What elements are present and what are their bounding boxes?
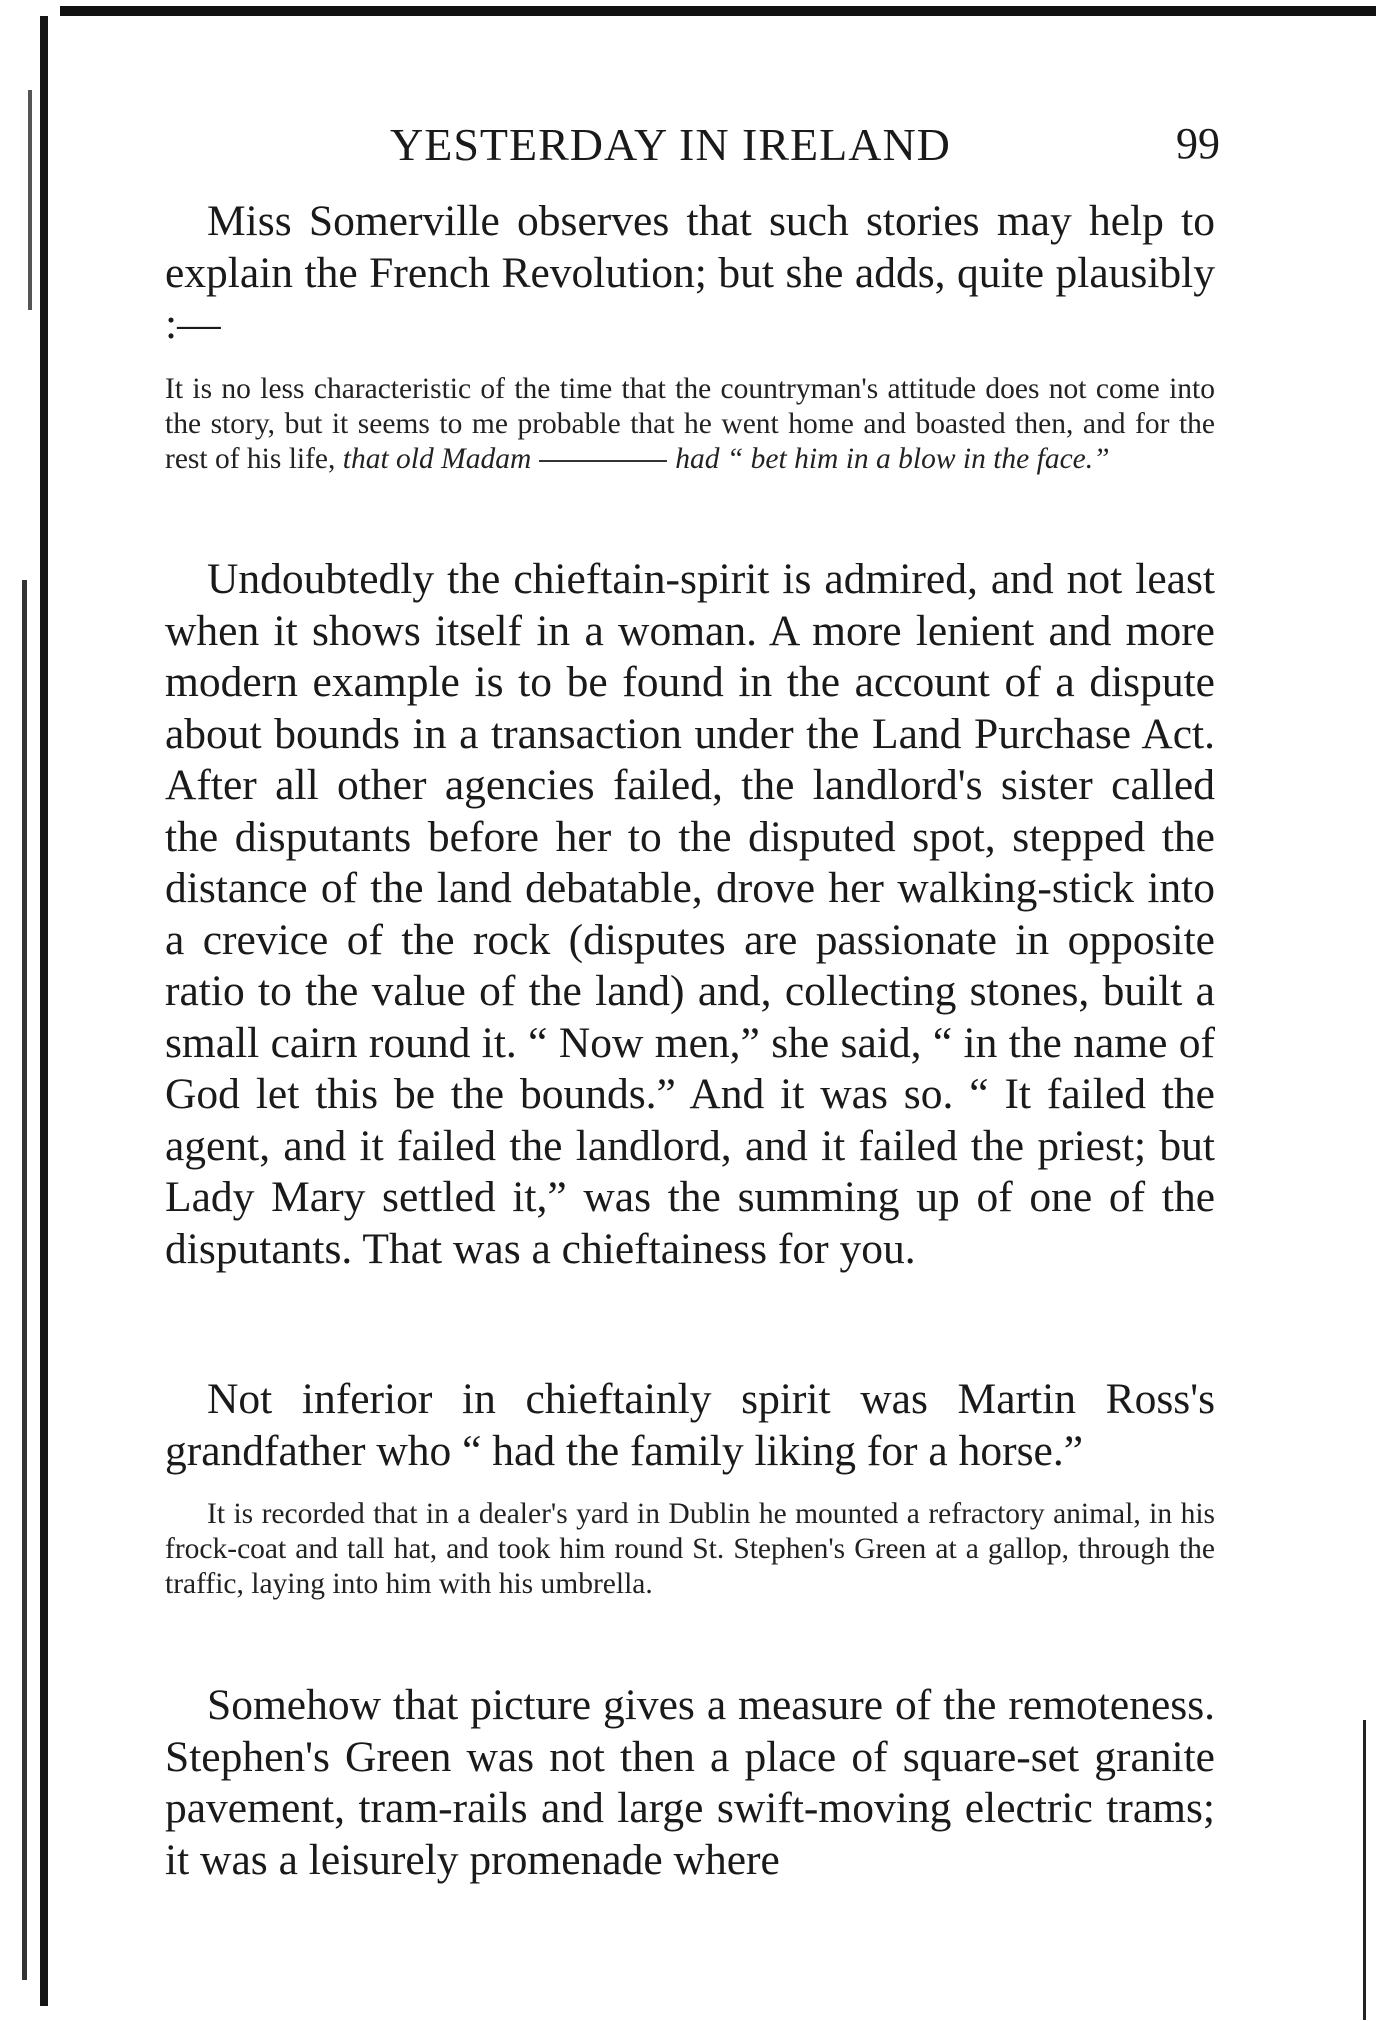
quote-text <box>165 372 1215 477</box>
scan-binding-edge <box>40 16 48 2006</box>
scan-binding-shadow <box>28 90 32 310</box>
block-quote-1 <box>165 372 1215 477</box>
paragraph-text: Undoubtedly the chieftain-spirit is admired, and not least when it shows itself in a woman. A more lenient and more modern example is to be found in the account of a dispute about bounds in a transaction under the Land Purchase Act. After all other agencies failed, the landlord's sister called the disputants before her to the disputed spot, stepped the distance of the land debatable, drove her walking-stick into a crevice of the rock (disputes are passionate in opposite ratio to the value of the land) and, collecting stones, built a small cairn round it. “ Now men,” she said, “ in the name of God let this be the bounds.” And it was so. “ It failed the agent, and it failed the landlord, and it failed the priest; but Lady Mary settled it,” was the summing up of one of the disputants. That was a chieftainess for you. <box>165 555 1215 1273</box>
running-head <box>160 118 1220 178</box>
blank-dash <box>539 460 667 462</box>
quote-main: It is no less characteristic of the time that the countryman's attitude does not come into the story, but it seems to me probable that he went home and boasted then, and for the rest of his life, <box>165 373 1215 475</box>
paragraph-ross <box>165 1374 1215 1477</box>
quote-end-a: that old Madam <box>342 443 532 475</box>
quote-end-b: had “ bet him in a blow in the face.” <box>675 443 1110 475</box>
paragraph-chieftain <box>165 554 1215 1275</box>
quote-text: It is recorded that in a dealer's yard in Dublin he mounted a refractory animal, in his frock-coat and tall hat, and took him round St. Stephen's Green at a gallop, through the traffic, laying into him with his umbrella. <box>165 1498 1215 1600</box>
scan-right-edge <box>1363 1720 1366 2020</box>
scan-binding-shadow <box>22 580 27 1980</box>
page-number: 99 <box>1176 119 1220 168</box>
paragraph-intro <box>165 196 1215 351</box>
paragraph-text: Somehow that picture gives a measure of the remoteness. Stephen's Green was not then a place of square-set granite pavement, tram-rails and large swift-moving electric trams; it was a leisurely promenade where <box>165 1681 1215 1884</box>
block-quote-2 <box>165 1497 1215 1602</box>
paragraph-text: Miss Somerville observes that such stories may help to explain the French Revolution; but she adds, quite plausibly :— <box>165 197 1215 348</box>
paragraph-text: Not inferior in chieftainly spirit was Martin Ross's grandfather who “ had the family liking for a horse.” <box>165 1375 1215 1475</box>
paragraph-somehow <box>165 1680 1215 1886</box>
running-head-title: YESTERDAY IN IRELAND <box>390 119 951 170</box>
scan-top-edge <box>60 6 1376 16</box>
